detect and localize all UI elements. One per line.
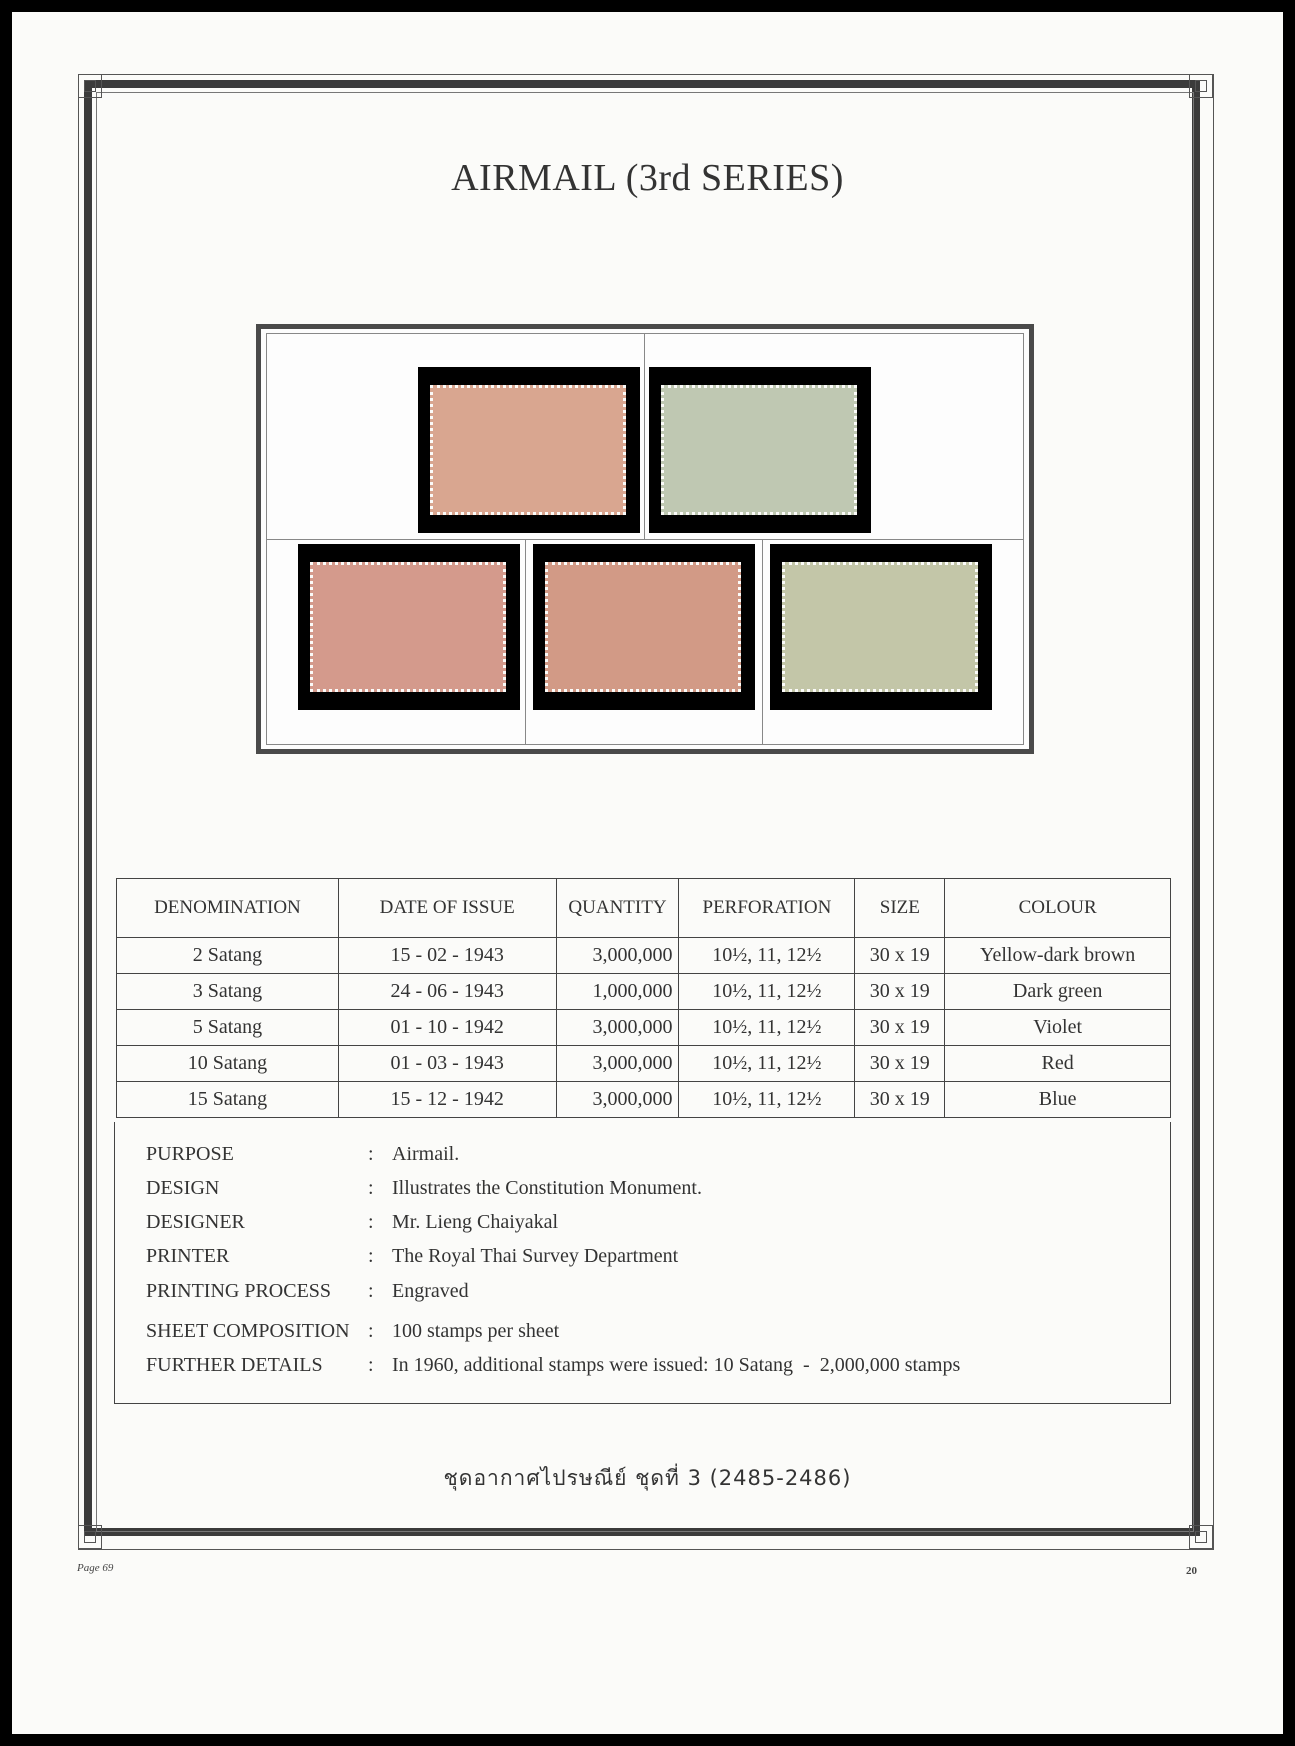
detail-colon: :	[368, 1280, 374, 1302]
header-denomination: DENOMINATION	[117, 879, 339, 938]
cell-perforation: 10½, 11, 12½	[679, 974, 855, 1010]
cell-perforation: 10½, 11, 12½	[679, 1082, 855, 1118]
detail-row-designer	[146, 1211, 558, 1234]
detail-value: 100 stamps per sheet	[392, 1320, 560, 1342]
detail-label: DESIGN	[146, 1177, 220, 1199]
cell-size: 30 x 19	[855, 1046, 945, 1082]
stamp-mount	[418, 367, 640, 533]
divider	[762, 539, 763, 745]
header-colour: COLOUR	[945, 879, 1171, 938]
table-row	[117, 1046, 1171, 1082]
detail-row-sheet-composition	[146, 1320, 559, 1343]
cell-size: 30 x 19	[855, 974, 945, 1010]
cell-colour: Blue	[945, 1082, 1171, 1118]
cell-perforation: 10½, 11, 12½	[679, 1010, 855, 1046]
page-number-left: Page 69	[77, 1562, 114, 1574]
stamp-3-satang	[661, 385, 857, 515]
frame-corner	[78, 1525, 102, 1549]
header-perforation: PERFORATION	[679, 879, 855, 938]
table-row	[117, 974, 1171, 1010]
stamp-data-table	[116, 878, 1171, 1118]
stamp-mount	[770, 544, 992, 710]
frame-corner	[1189, 1525, 1213, 1549]
page-number-right: 20	[1186, 1565, 1197, 1577]
detail-value: Illustrates the Constitution Monument.	[392, 1177, 702, 1199]
detail-value: Engraved	[392, 1280, 469, 1302]
detail-label: PURPOSE	[146, 1143, 234, 1165]
detail-row-further-details	[146, 1354, 960, 1377]
frame-corner	[78, 74, 102, 98]
stamp-5-satang	[310, 562, 506, 692]
detail-row-printer	[146, 1245, 678, 1268]
detail-row-design	[146, 1177, 702, 1200]
cell-perforation: 10½, 11, 12½	[679, 938, 855, 974]
detail-row-printing-process	[146, 1280, 469, 1303]
cell-quantity: 3,000,000	[556, 938, 679, 974]
cell-quantity: 3,000,000	[556, 1082, 679, 1118]
thai-caption: ชุดอากาศไปรษณีย์ ชุดที่ 3 (2485-2486)	[443, 1466, 852, 1490]
cell-size: 30 x 19	[855, 1010, 945, 1046]
detail-value: Mr. Lieng Chaiyakal	[392, 1211, 559, 1233]
cell-date: 15 - 02 - 1943	[338, 938, 556, 974]
detail-label: FURTHER DETAILS	[146, 1354, 323, 1376]
detail-value: The Royal Thai Survey Department	[392, 1245, 679, 1267]
detail-label: PRINTING PROCESS	[146, 1280, 332, 1302]
divider	[644, 333, 645, 539]
divider	[266, 539, 1024, 540]
cell-denomination: 3 Satang	[117, 974, 339, 1010]
detail-colon: :	[368, 1245, 374, 1267]
cell-date: 01 - 10 - 1942	[338, 1010, 556, 1046]
cell-denomination: 10 Satang	[117, 1046, 339, 1082]
cell-denomination: 15 Satang	[117, 1082, 339, 1118]
header-size: SIZE	[855, 879, 945, 938]
cell-quantity: 3,000,000	[556, 1010, 679, 1046]
table-row	[117, 1082, 1171, 1118]
cell-quantity: 1,000,000	[556, 974, 679, 1010]
header-date-of-issue: DATE OF ISSUE	[338, 879, 556, 938]
cell-colour: Yellow-dark brown	[945, 938, 1171, 974]
detail-label: DESIGNER	[146, 1211, 245, 1233]
stamp-2-satang	[430, 385, 626, 515]
detail-label: PRINTER	[146, 1245, 230, 1267]
detail-value: In 1960, additional stamps were issued: 10 Satang - 2,000,000 stamps	[392, 1354, 961, 1376]
stamp-mount	[649, 367, 871, 533]
cell-colour: Dark green	[945, 974, 1171, 1010]
cell-date: 24 - 06 - 1943	[338, 974, 556, 1010]
divider	[525, 539, 526, 745]
detail-colon: :	[368, 1320, 374, 1342]
header-quantity: QUANTITY	[556, 879, 679, 938]
cell-colour: Violet	[945, 1010, 1171, 1046]
cell-perforation: 10½, 11, 12½	[679, 1046, 855, 1082]
cell-denomination: 2 Satang	[117, 938, 339, 974]
cell-quantity: 3,000,000	[556, 1046, 679, 1082]
cell-date: 01 - 03 - 1943	[338, 1046, 556, 1082]
cell-date: 15 - 12 - 1942	[338, 1082, 556, 1118]
cell-colour: Red	[945, 1046, 1171, 1082]
page-title: AIRMAIL (3rd SERIES)	[451, 157, 844, 199]
detail-row-purpose	[146, 1143, 459, 1166]
cell-size: 30 x 19	[855, 1082, 945, 1118]
detail-label: SHEET COMPOSITION	[146, 1320, 350, 1342]
detail-value: Airmail.	[392, 1143, 460, 1165]
table-header-row	[117, 879, 1171, 938]
cell-denomination: 5 Satang	[117, 1010, 339, 1046]
table-row	[117, 938, 1171, 974]
detail-colon: :	[368, 1177, 374, 1199]
stamp-15-satang	[782, 562, 978, 692]
detail-colon: :	[368, 1354, 374, 1376]
frame-corner	[1189, 74, 1213, 98]
detail-colon: :	[368, 1211, 374, 1233]
stamp-10-satang	[545, 562, 741, 692]
table-row	[117, 1010, 1171, 1046]
stamp-mount	[298, 544, 520, 710]
detail-colon: :	[368, 1143, 374, 1165]
cell-size: 30 x 19	[855, 938, 945, 974]
stamp-mount	[533, 544, 755, 710]
